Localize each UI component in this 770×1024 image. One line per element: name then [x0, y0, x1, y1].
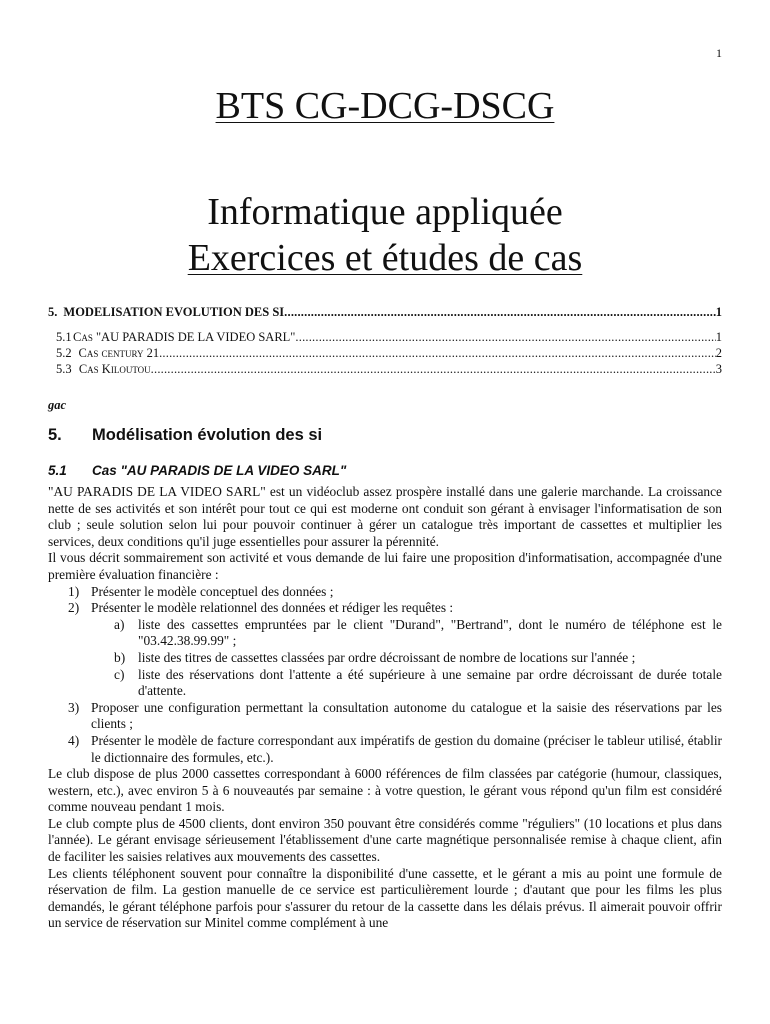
toc-label: Cas "AU PARADIS DE LA VIDEO SARL" [72, 330, 296, 344]
list-item-text: liste des réservations dont l'attente a été supérieure à une semaine par ordre décroissant de durée totale d'attente. [138, 666, 722, 699]
toc-page: 3 [715, 362, 722, 376]
toc-label: Cas Kiloutou [78, 362, 151, 376]
toc-num: 5.3 [56, 362, 72, 376]
list-item-text: Présenter le modèle relationnel des données et rédiger les requêtes : [91, 600, 454, 616]
toc-num: 5.1 [56, 330, 72, 344]
toc-page: 2 [715, 346, 722, 360]
list-item-text: liste des titres de cassettes classées par ordre décroissant de nombre de locations sur l'année ; [138, 649, 636, 665]
paragraph: Il vous décrit sommairement son activité et vous demande de lui faire une proposition d'informatisation, accompagnée d'une première évaluation financière : [48, 550, 722, 582]
toc-entry-main[interactable] [48, 304, 722, 320]
list-item [48, 600, 722, 617]
toc-label: MODELISATION EVOLUTION DES SI [63, 305, 285, 319]
section-heading [48, 426, 322, 445]
toc-label: Cas century 21 [78, 346, 160, 360]
list-marker: 3) [68, 699, 80, 715]
section-number: 5. [48, 426, 62, 444]
toc-entry[interactable] [56, 345, 722, 361]
subsection-title: Cas "AU PARADIS DE LA VIDEO SARL" [92, 463, 347, 478]
list-item [48, 584, 722, 601]
subsection-number: 5.1 [48, 463, 67, 478]
list-marker: a) [114, 616, 125, 632]
sub-list-item [48, 650, 722, 667]
paragraph: "AU PARADIS DE LA VIDEO SARL" est un vidéoclub assez prospère installé dans une galerie marchande. La croissance nette de ses activités et son intérêt pour tout ce qui est moderne ont conduit son gérant à envisager l'informatisation de son club ; seule solution selon lui pour pouvoir continuer à gérer un catalogue très important de cassettes et multiplier les services, deux conditions qu'il juge essentielles pour assurer la pérennité. [48, 484, 722, 549]
toc-page: 1 [715, 330, 722, 344]
body-text [48, 484, 722, 932]
toc-entry[interactable] [56, 329, 722, 345]
toc-entry[interactable] [56, 361, 722, 377]
sub-list-item [48, 667, 722, 700]
toc-num: 5. [48, 305, 58, 319]
title-line-1: BTS CG-DCG-DSCG [215, 85, 555, 127]
toc-page: 1 [715, 305, 722, 319]
title-line-3: Exercices et études de cas [187, 237, 583, 279]
paragraph: Le club dispose de plus 2000 cassettes correspondant à 6000 références de film classées par catégorie (humour, classiques, western, etc.), avec environ 5 à 6 nouveautés par semaine : à votre question, le gérant vous répond qu'un film est considéré comme nouveau pendant 1 mois. [48, 766, 722, 815]
toc-leader [295, 329, 715, 345]
list-item-text: Proposer une configuration permettant la consultation autonome du catalogue et la saisie des réservations par les clients ; [91, 699, 722, 732]
title-line-2: Informatique appliquée [207, 191, 563, 233]
author-tag: gac [48, 398, 67, 412]
section-title: Modélisation évolution des si [92, 426, 323, 444]
paragraph: Le club compte plus de 4500 clients, dont environ 350 pouvant être considérés comme "réguliers" (10 locations et plus dans l'année). Le gérant envisage sérieusement l'établissement d'une carte magnétique personnalisée remise à chaque client, afin de faciliter les saisies relatives aux mouvements des cassettes. [48, 815, 722, 865]
list-item [48, 733, 722, 766]
list-item-text: Présenter le modèle conceptuel des données ; [91, 583, 334, 599]
subsection-heading [48, 463, 346, 478]
list-marker: b) [114, 649, 126, 665]
sub-list-item [48, 617, 722, 650]
paragraph: Les clients téléphonent souvent pour connaître la disponibilité d'une cassette, et le gérant a mis au point une formule de réservation de film. La gestion manuelle de ce service est particulièrement lourde ; d'autant que pour les films les plus demandés, le gérant téléphone parfois pour s'assurer du retour de la cassette dans les délais prévus. Il aimerait pouvoir offrir un service de réservation sur Minitel comme complément à une [48, 865, 722, 931]
list-item [48, 700, 722, 733]
page-number: 1 [716, 46, 722, 60]
toc-leader [284, 304, 716, 320]
list-marker: 2) [68, 600, 80, 616]
list-marker: c) [114, 666, 125, 682]
toc-leader [159, 345, 716, 361]
toc-leader [151, 361, 716, 377]
list-marker: 4) [68, 732, 80, 748]
list-item-text: Présenter le modèle de facture correspondant aux impératifs de gestion du domaine (préciser le tableur utilisé, établir le dictionnaire des formules, etc.). [91, 732, 722, 765]
list-marker: 1) [68, 583, 80, 599]
toc-num: 5.2 [56, 346, 72, 360]
list-item-text: liste des cassettes empruntées par le client "Durand", "Bertrand", dont le numéro de téléphone est le "03.42.38.99.99" ; [138, 616, 722, 649]
